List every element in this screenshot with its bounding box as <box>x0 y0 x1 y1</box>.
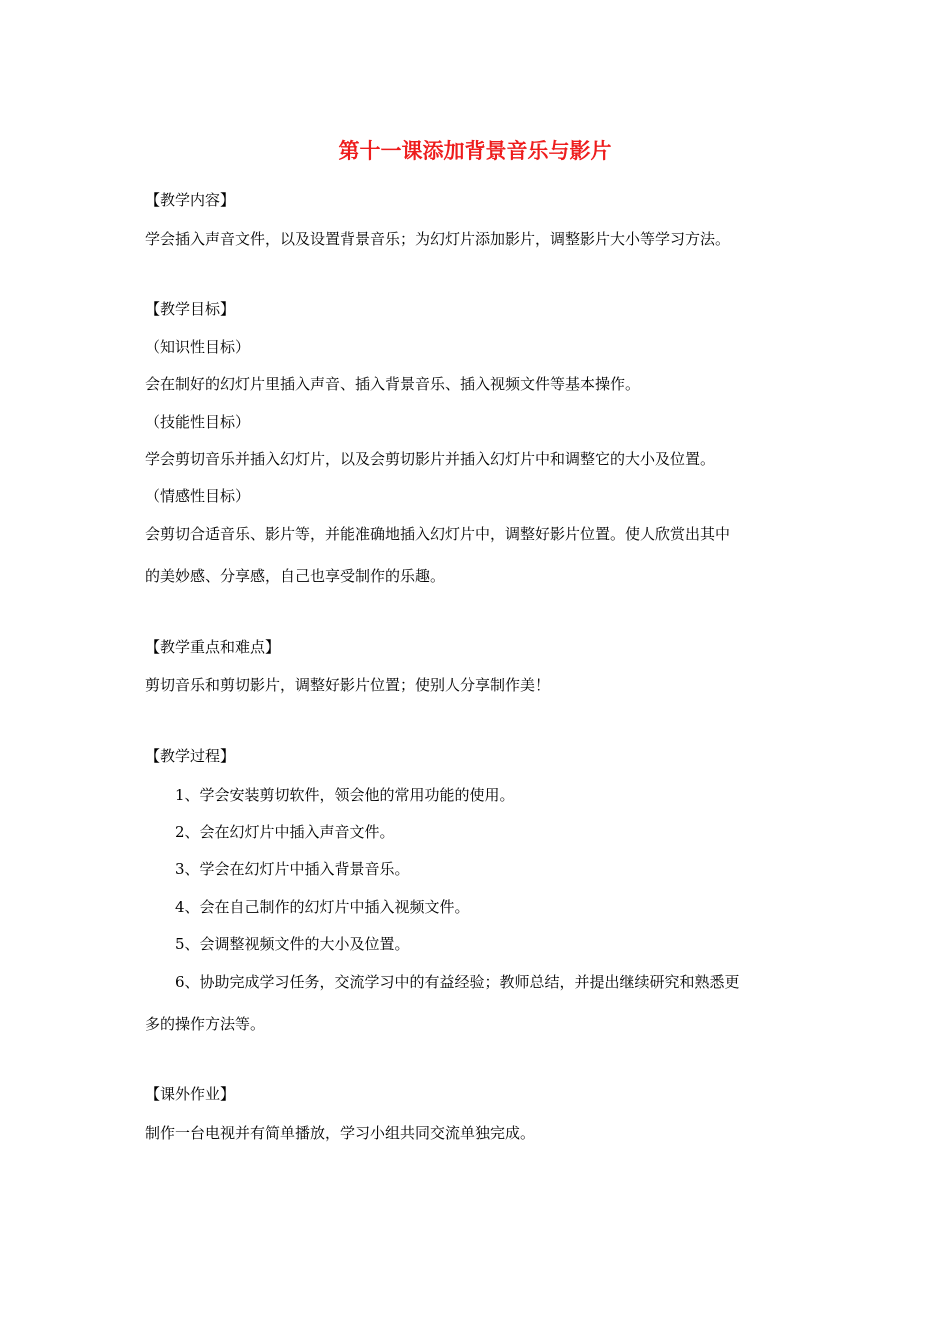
section-heading-homework: 【课外作业】 <box>145 1085 236 1103</box>
section-heading-process: 【教学过程】 <box>145 747 236 765</box>
process-step: 1、学会安装剪切软件，领会他的常用功能的使用。 <box>175 786 515 804</box>
section-heading-goals: 【教学目标】 <box>145 300 236 318</box>
process-step: 3、学会在幻灯片中插入背景音乐。 <box>175 860 410 878</box>
process-step: 6、协助完成学习任务，交流学习中的有益经验；教师总结，并提出继续研究和熟悉更 <box>175 973 740 991</box>
process-step: 5、会调整视频文件的大小及位置。 <box>175 935 410 953</box>
homework-text: 制作一台电视并有简单播放，学习小组共同交流单独完成。 <box>145 1124 536 1142</box>
key-points-text: 剪切音乐和剪切影片，调整好影片位置；使别人分享制作美！ <box>145 676 551 694</box>
skill-goal-label: （技能性目标） <box>145 413 251 431</box>
content-text: 学会插入声音文件，以及设置背景音乐；为幻灯片添加影片，调整影片大小等学习方法。 <box>145 230 731 248</box>
section-heading-key-points: 【教学重点和难点】 <box>145 638 281 656</box>
knowledge-goal-text: 会在制好的幻灯片里插入声音、插入背景音乐、插入视频文件等基本操作。 <box>145 375 641 393</box>
skill-goal-text: 学会剪切音乐并插入幻灯片，以及会剪切影片并插入幻灯片中和调整它的大小及位置。 <box>145 450 716 468</box>
page-title: 第十一课添加背景音乐与影片 <box>338 139 612 163</box>
section-heading-content: 【教学内容】 <box>145 191 236 209</box>
process-step: 4、会在自己制作的幻灯片中插入视频文件。 <box>175 898 470 916</box>
emotion-goal-label: （情感性目标） <box>145 487 251 505</box>
knowledge-goal-label: （知识性目标） <box>145 338 251 356</box>
process-step-continued: 多的操作方法等。 <box>145 1015 266 1033</box>
process-step: 2、会在幻灯片中插入声音文件。 <box>175 823 395 841</box>
emotion-goal-text-2: 的美妙感、分享感，自己也享受制作的乐趣。 <box>145 567 446 585</box>
emotion-goal-text-1: 会剪切合适音乐、影片等，并能准确地插入幻灯片中，调整好影片位置。使人欣赏出其中 <box>145 525 731 543</box>
